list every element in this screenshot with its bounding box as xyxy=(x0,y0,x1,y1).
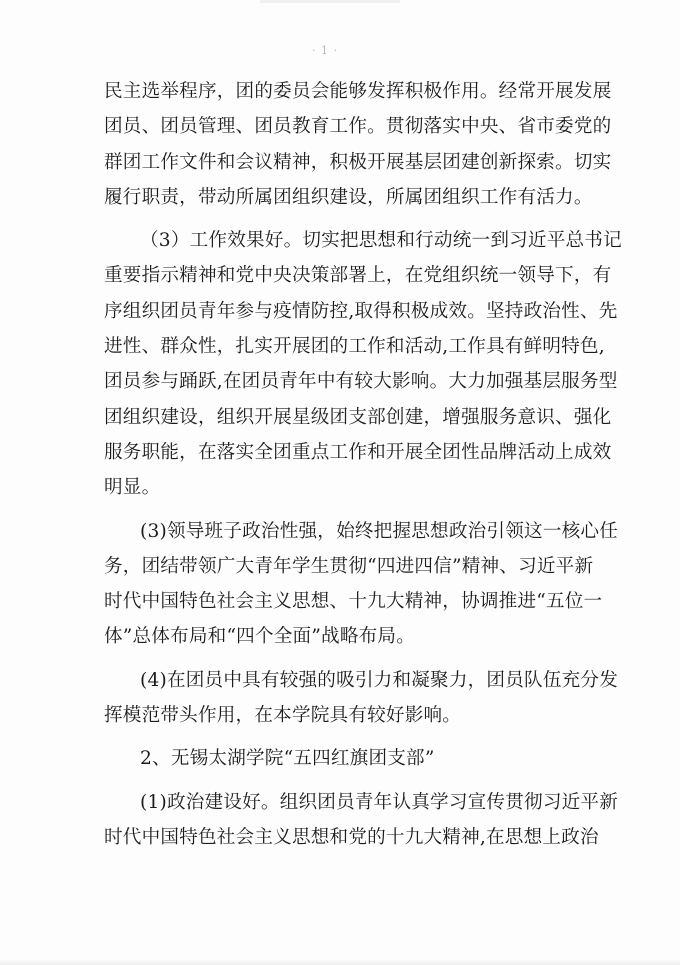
text-line: (3)领导班子政治性强，始终把握思想政治引领这一核心任 xyxy=(140,520,618,542)
text-line: 务，团结带领广大青年学生贯彻“四进四信”精神、习近平新 xyxy=(104,555,594,577)
text-line: 服务职能，在落实全团重点工作和开展全团性品牌活动上成效 xyxy=(104,441,612,463)
text-line: (4)在团员中具有较强的吸引力和凝聚力，团员队伍充分发 xyxy=(140,669,618,691)
text-line: 挥模范带头作用，在本学院具有较好影响。 xyxy=(104,705,462,727)
text-line: 履行职责，带动所属团组织建设，所属团组织工作有活力。 xyxy=(104,186,593,208)
text-line: 团员、团员管理、团员教育工作。贯彻落实中央、省市委党的 xyxy=(104,116,612,138)
text-line: 明显。 xyxy=(104,477,161,499)
text-line: 民主选举程序，团的委员会能够发挥积极作用。经常开展发展 xyxy=(104,81,612,102)
paragraph-gap xyxy=(104,777,614,785)
paragraph-gap xyxy=(104,733,614,741)
scan-edge-shadow xyxy=(260,0,400,3)
text-line: 序组织团员青年参与疫情防控,取得积极成效。坚持政治性、先 xyxy=(104,300,618,322)
paragraph-gap xyxy=(104,215,614,223)
paragraph-gap xyxy=(104,655,614,663)
text-line: 团组织建设，组织开展星级团支部创建，增强服务意识、强化 xyxy=(104,406,612,428)
text-line: （3）工作效果好。切实把思想和行动统一到习近平总书记 xyxy=(140,230,622,252)
body-text xyxy=(104,74,622,855)
text-line: 团员参与踊跃,在团员青年中有较大影响。大力加强基层服务型 xyxy=(104,371,618,393)
text-line: 体”总体布局和“四个全面”战略布局。 xyxy=(104,626,416,648)
scan-bottom-edge xyxy=(0,959,680,965)
text-line: 群团工作文件和会议精神，积极开展基层团建创新探索。切实 xyxy=(104,151,612,173)
text-line: 时代中国特色社会主义思想、十九大精神，协调推进“五位一 xyxy=(104,591,603,613)
page-number-mark: · 1 · xyxy=(312,44,338,57)
paragraph-gap xyxy=(104,506,614,514)
text-line: 进性、群众性，扎实开展团的工作和活动,工作具有鲜明特色, xyxy=(104,336,605,358)
text-line: 重要指示精神和党中央决策部署上，在党组织统一领导下，有 xyxy=(104,265,612,287)
text-line: 时代中国特色社会主义思想和党的十九大精神,在思想上政治 xyxy=(104,826,599,848)
section-heading: 2、无锡太湖学院“五四红旗团支部” xyxy=(140,748,435,770)
text-line: (1)政治建设好。组织团员青年认真学习宣传贯彻习近平新 xyxy=(140,791,618,813)
